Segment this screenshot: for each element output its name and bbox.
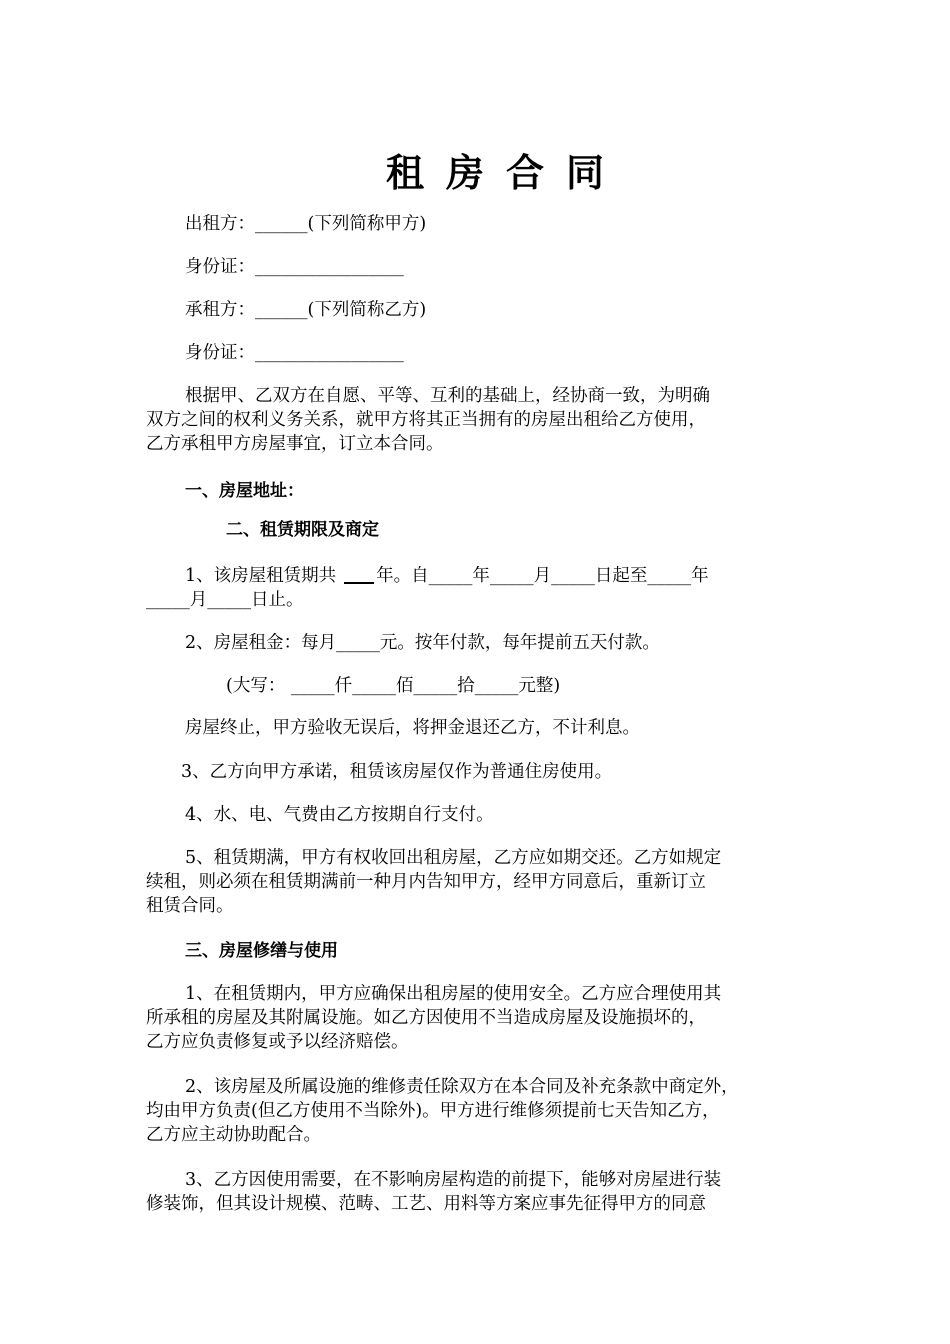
- repair-item-3: 3、乙方因使用需要，在不影响房屋构造的前提下，能够对房屋进行装 修装饰，但其设计规模、范畴、工艺、用料等方案应事先征得甲方的同意: [146, 1170, 722, 1214]
- rent-item-2: 2、房屋租金：每月_____元。按年付款，每年提前五天付款。: [185, 633, 660, 653]
- lessor-id-line: 身份证：_________________: [185, 257, 404, 277]
- lease-item-5: 5、租赁期满，甲方有权收回出租房屋，乙方应如期交还。乙方如规定 续租，则必须在租赁期满前一种月内告知甲方，经甲方同意后，重新订立 租赁合同。: [146, 848, 722, 916]
- preamble-paragraph: 根据甲、乙双方在自愿、平等、互利的基础上，经协商一致，为明确 双方之间的权利义务关系，就甲方将其正当拥有的房屋出租给乙方使用， 乙方承租甲方房屋事宜，订立本合同。: [146, 386, 710, 454]
- lease-item-4: 4、水、电、气费由乙方按期自行支付。: [185, 805, 494, 825]
- section-heading-repair: 三、房屋修缮与使用: [185, 941, 338, 961]
- lessee-id-line: 身份证：_________________: [185, 343, 404, 363]
- deposit-line: 房屋终止，甲方验收无误后，将押金退还乙方，不计利息。: [185, 718, 640, 738]
- lessee-line: 承租方：______(下列简称乙方): [185, 300, 427, 320]
- section-heading-address: 一、房屋地址：: [185, 481, 304, 501]
- section-heading-lease-term: 二、租赁期限及商定: [226, 520, 379, 540]
- lease-item-3: 3、乙方向甲方承诺，租赁该房屋仅作为普通住房使用。: [181, 762, 613, 782]
- lessor-line: 出租方：______(下列简称甲方): [185, 214, 427, 234]
- page-title: 租 房 合 同: [385, 151, 605, 195]
- rent-capital-amount: (大写： _____仟_____佰_____拾_____元整): [226, 676, 561, 696]
- repair-item-2: 2、该房屋及所属设施的维修责任除双方在本合同及补充条款中商定外， 均由甲方负责(但乙方使用不当除外)。甲方进行维修须提前七天告知乙方， 乙方应主动协助配合。: [146, 1077, 739, 1145]
- blank-underline: [344, 564, 374, 584]
- repair-item-1: 1、在租赁期内，甲方应确保出租房屋的使用安全。乙方应合理使用其 所承租的房屋及其附属设施。如乙方因使用不当造成房屋及设施损坏的， 乙方应负责修复或予以经济赔偿。: [146, 984, 722, 1052]
- lease-term-item-1: 1、该房屋租赁期共 年。自_____年_____月_____日起至_____年 _____月_____日止。: [146, 566, 709, 610]
